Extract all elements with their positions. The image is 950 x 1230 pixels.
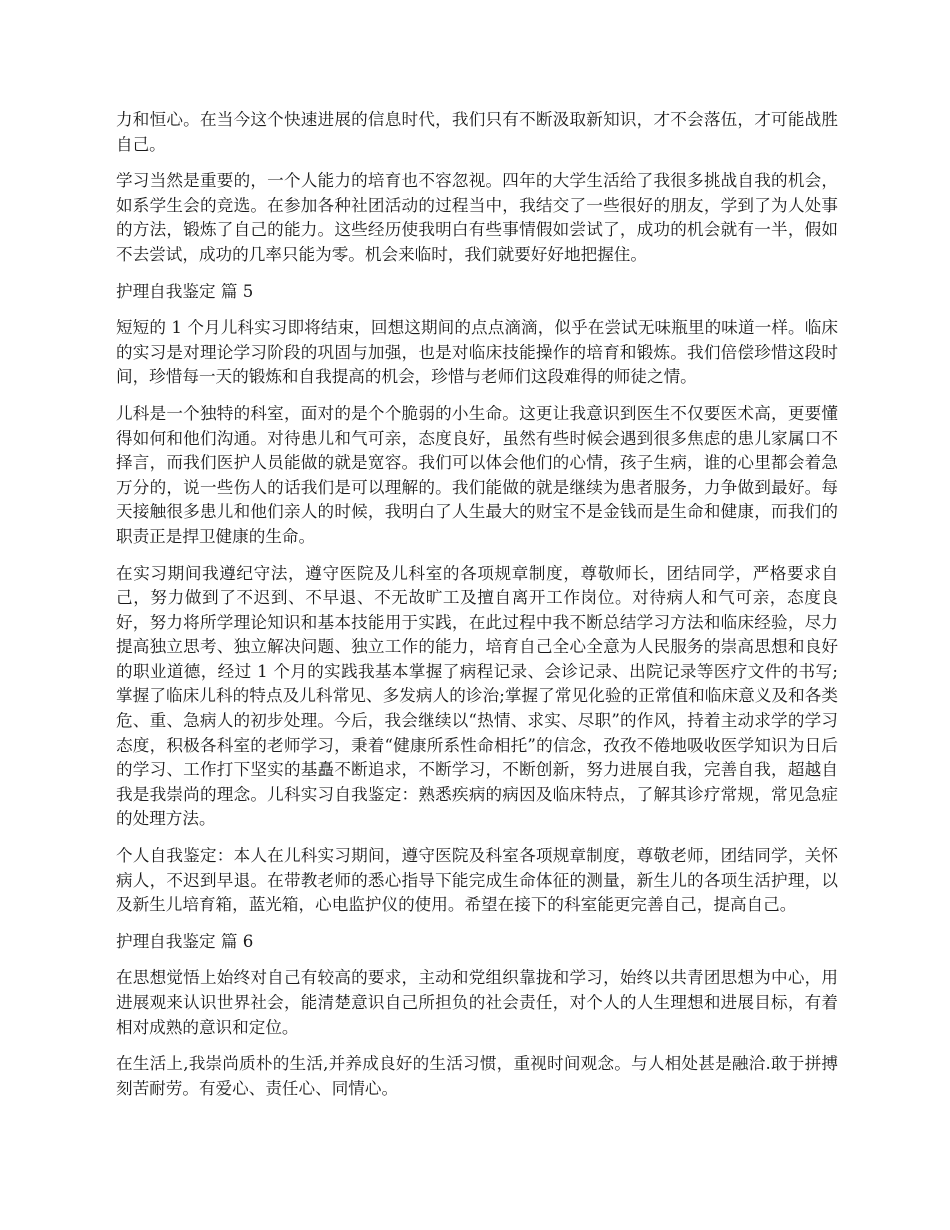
document-page — [116, 108, 838, 1113]
section-heading: 护理自我鉴定 篇 6 — [116, 931, 254, 951]
section-heading: 护理自我鉴定 篇 5 — [116, 281, 254, 301]
paragraph: 个人自我鉴定：本人在儿科实习期间，遵守医院及科室各项规章制度，尊敬老师，团结同学，关怀病人，不迟到早退。在带教老师的悉心指导下能完成生命体征的测量，新生儿的各项生活护理，以及新生儿培育箱，蓝光箱，心电监护仪的使用。希望在接下的科室能更完善自己，提高自己。 — [116, 846, 838, 915]
paragraph: 在实习期间我遵纪守法，遵守医院及儿科室的各项规章制度，尊敬师长，团结同学，严格要求自己，努力做到了不迟到、不早退、不无故旷工及擅自离开工作岗位。对待病人和气可亲，态度良好，努力将所学理论知识和基本技能用于实践，在此过程中我不断总结学习方法和临床经验，尽力提高独立思考、独立解决问题、独立工作的能力，培育自己全心全意为人民服务的崇高思想和良好的职业道德，经过 1 个月的实践我基本掌握了病程记录、会诊记录、出院记录等医疗文件的书写;掌握了临床儿科的特点及儿科常见、多发病人的诊治;掌握了常见化验的正常值和临床意义及和各类危、重、急病人的初步处理。今后，我会继续以“热情、求实、尽职”的作风，持着主动求学的学习态度，积极各科室的老师学习，秉着“健康所系性命相托”的信念，孜孜不倦地吸收医学知识为日后的学习、工作打下坚实的基矗不断追求，不断学习，不断创新，努力进展自我，完善自我，超越自我是我崇尚的理念。儿科实习自我鉴定：熟悉疾病的病因及临床特点，了解其诊疗常规，常见急症的处理方法。 — [116, 563, 838, 829]
paragraph: 力和恒心。在当今这个快速进展的信息时代，我们只有不断汲取新知识，才不会落伍，才可能战胜自己。 — [116, 110, 838, 154]
paragraph: 在思想觉悟上始终对自己有较高的要求，主动和党组织靠拢和学习，始终以共青团思想为中心，用进展观来认识世界社会，能清楚意识自己所担负的社会责任，对个人的人生理想和进展目标，有着相对成熟的意识和定位。 — [116, 968, 838, 1037]
paragraph: 在生活上,我崇尚质朴的生活,并养成良好的生活习惯，重视时间观念。与人相处甚是融洽.敢于拼搏刻苦耐劳。有爱心、责任心、同情心。 — [116, 1054, 838, 1098]
paragraph: 学习当然是重要的，一个人能力的培育也不容忽视。四年的大学生活给了我很多挑战自我的机会，如系学生会的竞选。在参加各种社团活动的过程当中，我结交了一些很好的朋友，学到了为人处事的方法，锻炼了自己的能力。这些经历使我明白有些事情假如尝试了，成功的机会就有一半，假如不去尝试，成功的几率只能为零。机会来临时，我们就要好好地把握住。 — [116, 171, 838, 264]
paragraph: 儿科是一个独特的科室，面对的是个个脆弱的小生命。这更让我意识到医生不仅要医术高，更要懂得如何和他们沟通。对待患儿和气可亲，态度良好，虽然有些时候会遇到很多焦虑的患儿家属口不择言，而我们医护人员能做的就是宽容。我们可以体会他们的心情，孩子生病，谁的心里都会着急万分的，说一些伤人的话我们是可以理解的。我们能做的就是继续为患者服务，力争做到最好。每天接触很多患儿和他们亲人的时候，我明白了人生最大的财宝不是金钱而是生命和健康，而我们的职责正是捍卫健康的生命。 — [116, 403, 838, 546]
paragraph: 短短的 1 个月儿科实习即将结束，回想这期间的点点滴滴，似乎在尝试无味瓶里的味道一样。临床的实习是对理论学习阶段的巩固与加强，也是对临床技能操作的培育和锻炼。我们倍偿珍惜这段时间，珍惜每一天的锻炼和自我提高的机会，珍惜与老师们这段难得的师徒之情。 — [116, 318, 838, 387]
